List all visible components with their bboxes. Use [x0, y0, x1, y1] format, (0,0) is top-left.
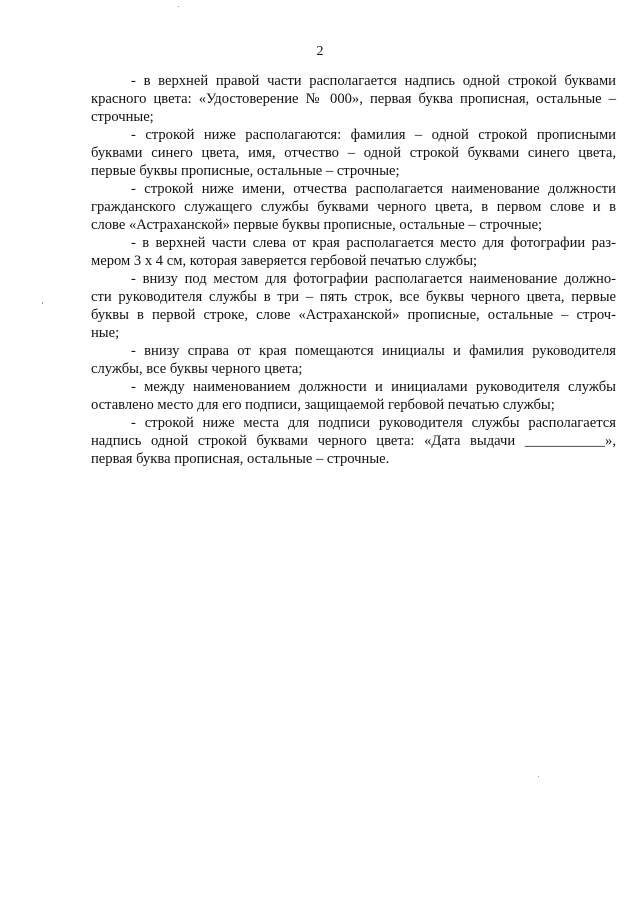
paragraph-line: слове «Астраханской» первые буквы прописные, остальные – строчные; [91, 217, 543, 233]
paragraph-line: мером 3 х 4 см, которая заверяется гербовой печатью службы; [91, 253, 478, 269]
scan-speck [538, 776, 539, 777]
paragraph-line: сти руководителя службы в три – пять строк, все буквы черного цвета, первые [91, 289, 616, 305]
paragraph-initials [91, 342, 616, 378]
scan-speck [42, 302, 43, 304]
paragraph-signature [91, 378, 616, 414]
paragraph-photo [91, 234, 616, 270]
paragraph-line: гражданского служащего службы буквами черного цвета, в первом слове и в [91, 199, 616, 215]
paragraph-line: первая буква прописная, остальные – строчные. [91, 451, 390, 467]
paragraph-line: красного цвета: «Удостоверение № 000», первая буква прописная, остальные – [91, 91, 616, 107]
paragraph-line: - между наименованием должности и инициалами руководителя службы [131, 379, 616, 395]
paragraph-line: - в верхней части слева от края располагается место для фотографии раз- [131, 235, 616, 251]
paragraph-line: - внизу справа от края помещаются инициалы и фамилия руководителя [131, 343, 616, 359]
paragraph-line: надпись одной строкой буквами черного цвета: «Дата выдачи ___________», [91, 433, 616, 449]
paragraph-line: - строкой ниже имени, отчества располагается наименование должности [131, 181, 616, 197]
paragraph-red-title [91, 72, 616, 126]
document-body [91, 72, 616, 468]
paragraph-line: службы, все буквы черного цвета; [91, 361, 303, 377]
paragraph-line: - строкой ниже места для подписи руководителя службы располагается [131, 415, 616, 431]
paragraph-line: - строкой ниже располагаются: фамилия – одной строкой прописными [131, 127, 616, 143]
paragraph-line: оставлено место для его подписи, защищаемой гербовой печатью службы; [91, 397, 555, 413]
paragraph-line: первые буквы прописные, остальные – строчные; [91, 163, 400, 179]
paragraph-line: - внизу под местом для фотографии располагается наименование должно- [131, 271, 616, 287]
paragraph-line: - в верхней правой части располагается надпись одной строкой буквами [131, 73, 616, 89]
paragraph-issue-date [91, 414, 616, 468]
page-number: 2 [316, 44, 324, 59]
paragraph-line: строчные; [91, 109, 154, 125]
paragraph-head-position [91, 270, 616, 342]
paragraph-line: буквами синего цвета, имя, отчество – одной строкой буквами синего цвета, [91, 145, 616, 161]
paragraph-position [91, 180, 616, 234]
paragraph-surname [91, 126, 616, 180]
paragraph-line: ные; [91, 325, 120, 341]
paragraph-line: буквы в первой строке, слове «Астраханской» прописные, остальные – строч- [91, 307, 616, 323]
scan-speck [178, 6, 179, 7]
